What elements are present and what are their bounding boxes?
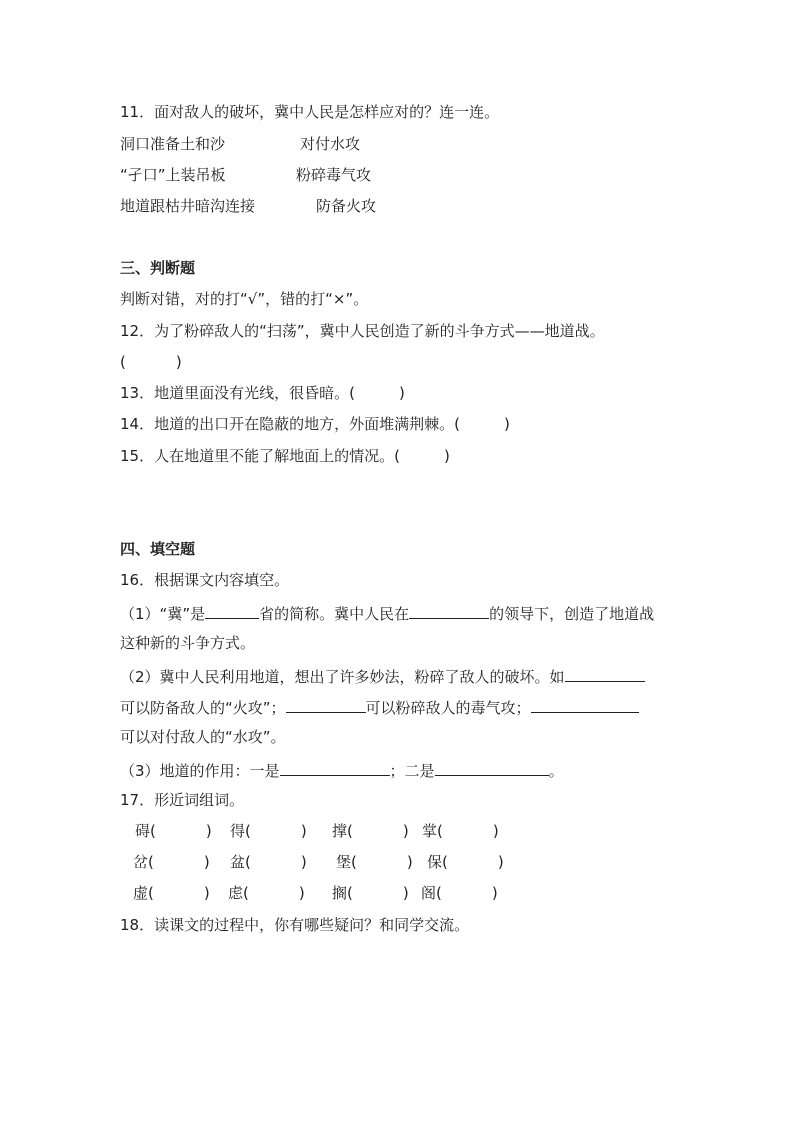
q16-part2: （2）冀中人民利用地道，想出了许多妙法，粉碎了敌人的破坏。如 (120, 665, 645, 687)
paren-close: ) (175, 353, 182, 371)
blank-gas[interactable] (286, 696, 366, 713)
q16-part1-cont: 这种新的斗争方式。 (120, 634, 256, 652)
word-cell[interactable]: 虑( ) (228, 884, 305, 902)
q11-right-3[interactable]: 防备火攻 (316, 197, 377, 215)
word-cell[interactable]: 保( ) (427, 853, 504, 871)
word-cell[interactable]: 碍( ) (135, 822, 212, 840)
q16-part3: （3）地道的作用：一是 ；二是 。 (120, 759, 564, 781)
q18-text: 18．读课文的过程中，你有哪些疑问？和同学交流。 (120, 916, 470, 934)
blank-leader[interactable] (409, 602, 489, 619)
q13-text: 13．地道里面没有光线，很昏暗。 (120, 384, 350, 402)
word-cell[interactable]: 堡( ) (336, 853, 413, 871)
q15-text: 15．人在地道里不能了解地面上的情况。 (120, 447, 395, 465)
word-cell[interactable]: 搁( ) (332, 884, 409, 902)
word-cell[interactable]: 虚( ) (133, 884, 210, 902)
word-cell[interactable]: 盆( ) (230, 853, 307, 871)
q11-right-1[interactable]: 对付水攻 (300, 135, 361, 153)
blank-fire[interactable] (565, 665, 645, 682)
word-cell[interactable]: 掌( ) (422, 822, 499, 840)
q14-answer[interactable]: ( ) (454, 415, 510, 433)
word-cell[interactable]: 岔( ) (133, 853, 210, 871)
section-3-instruction: 判断对错，对的打“√”，错的打“×”。 (120, 290, 369, 308)
blank-province[interactable] (205, 602, 259, 619)
section-4-heading: 四、填空题 (120, 540, 196, 558)
q11-title: 11．面对敌人的破坏，冀中人民是怎样应对的？连一连。 (120, 103, 500, 121)
q16-part2-end: 可以对付敌人的“水攻”。 (120, 728, 286, 746)
q15-answer[interactable]: ( ) (394, 447, 450, 465)
q12-text: 12．为了粉碎敌人的“扫荡”，冀中人民创造了新的斗争方式——地道战。 (120, 322, 605, 340)
q16-part1: （1）“冀”是 省的简称。冀中人民在 的领导下，创造了地道战 (120, 602, 654, 624)
q13 (120, 383, 405, 403)
q16-text: 16．根据课文内容填空。 (120, 571, 290, 589)
blank-water[interactable] (531, 696, 639, 713)
q14 (120, 414, 510, 434)
q12-answer[interactable] (120, 352, 182, 372)
blank-use-1[interactable] (280, 759, 390, 776)
q14-text: 14．地道的出口开在隐蔽的地方，外面堆满荆棘。 (120, 415, 455, 433)
q17-text: 17．形近词组词。 (120, 791, 245, 809)
q15 (120, 446, 450, 466)
q16-part2-cont: 可以防备敌人的“火攻”； 可以粉碎敌人的毒气攻； (120, 696, 639, 718)
word-cell[interactable]: 撑( ) (332, 822, 409, 840)
q11-left-3[interactable]: 地道跟枯井暗沟连接 (120, 197, 256, 215)
word-cell[interactable]: 阁( ) (421, 884, 498, 902)
q11-right-2[interactable]: 粉碎毒气攻 (296, 166, 372, 184)
paren-open: ( (120, 353, 126, 371)
word-cell[interactable]: 得( ) (230, 822, 307, 840)
blank-use-2[interactable] (435, 759, 549, 776)
q11-left-1[interactable]: 洞口准备土和沙 (120, 135, 226, 153)
q11-left-2[interactable]: “孑口”上装吊板 (120, 166, 226, 184)
q13-answer[interactable]: ( ) (349, 384, 405, 402)
section-3-heading: 三、判断题 (120, 259, 196, 277)
